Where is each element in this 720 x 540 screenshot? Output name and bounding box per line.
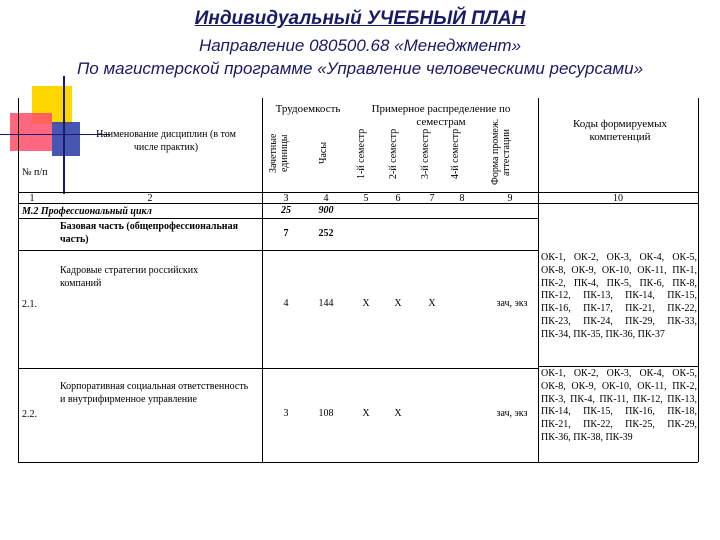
page-title: Индивидуальный УЧЕБНЫЙ ПЛАН [194, 8, 526, 29]
base-hours: 252 [318, 228, 334, 239]
row-hours: 144 [318, 298, 334, 309]
col-number: 10 [613, 193, 623, 204]
col-number: 5 [363, 193, 369, 204]
row-hours: 108 [318, 408, 334, 419]
row-codes: ОК-1, ОК-2, ОК-3, ОК-4, ОК-5, ОК-8, ОК-9, ОК-10, ОК-11, ПК-1, ПК-2, ПК-4, ПК-5, ПК-6, ПК-8, ПК-12, ПК-13, ПК-14, ПК-15, ПК-16, ПК-17, ПК-21, ПК-22, ПК-23, ПК-24, ПК-29, ПК-33, ПК-34, ПК-35, ПК-36, ПК-37 [541, 252, 697, 340]
base-name: Базовая часть (общепрофессиональная часть) [60, 221, 238, 245]
row-form: зач, экз [496, 408, 528, 419]
base-credits: 7 [283, 228, 289, 239]
header-sem2: 2-й семестр [388, 128, 399, 180]
header-name: Наименование дисциплин (в том числе практик) [96, 129, 236, 153]
header-hours: Часы [318, 141, 329, 165]
header-num: № п/п [22, 167, 48, 178]
header-form: Форма промеж. аттестации [490, 118, 512, 186]
row-codes: ОК-1, ОК-2, ОК-3, ОК-4, ОК-5, ОК-8, ОК-9, ОК-10, ОК-11, ПК-2, ПК-3, ПК-4, ПК-11, ПК-12, ПК-13, ПК-14, ПК-15, ПК-16, ПК-18, ПК-21, ПК-22, ПК-25, ПК-29, ПК-36, ПК-38, ПК-39 [541, 368, 697, 443]
col-number: 7 [429, 193, 435, 204]
header-codes: Коды формируемых компетенций [573, 118, 667, 143]
row-name: Корпоративная социальная ответственность и внутрифирменное управление [60, 381, 249, 405]
decor-blue-square [52, 122, 80, 156]
col-number: 8 [459, 193, 465, 204]
row-sem2: Х [394, 408, 402, 419]
header-sem3: 3-й семестр [420, 128, 431, 180]
row-sem1: Х [362, 408, 370, 419]
row-credits: 4 [283, 298, 289, 309]
row-sem2: Х [394, 298, 402, 309]
row-name: Кадровые стратегии российских компаний [60, 265, 199, 289]
col-number: 1 [29, 193, 35, 204]
header-sem4: 4-й семестр [450, 128, 461, 180]
decor-red-square [10, 113, 52, 151]
cycle-credits: 25 [281, 205, 291, 216]
header-credits: Зачетные единицы [268, 133, 290, 173]
header-sem1: 1-й семестр [356, 128, 367, 180]
row-form: зач, экз [496, 298, 528, 309]
col-number: 3 [283, 193, 289, 204]
subtitle-program: По магистерской программе «Управление человеческими ресурсами» [76, 59, 644, 78]
row-sem3: Х [428, 298, 436, 309]
row-sem1: Х [362, 298, 370, 309]
col-number: 4 [323, 193, 329, 204]
cycle-hours: 900 [318, 205, 334, 216]
col-number: 6 [395, 193, 401, 204]
row-num: 2.2. [22, 409, 37, 420]
header-distribution: Примерное распределение по семестрам [371, 103, 511, 128]
col-number: 2 [147, 193, 153, 204]
header-labor: Трудоемкость [275, 103, 341, 115]
subtitle-direction: Направление 080500.68 «Менеджмент» [198, 36, 522, 55]
cycle-name: М.2 Профессиональный цикл [22, 206, 152, 217]
col-number: 9 [507, 193, 513, 204]
row-num: 2.1. [22, 299, 37, 310]
decor-vertical-line [63, 76, 65, 194]
row-credits: 3 [283, 408, 289, 419]
